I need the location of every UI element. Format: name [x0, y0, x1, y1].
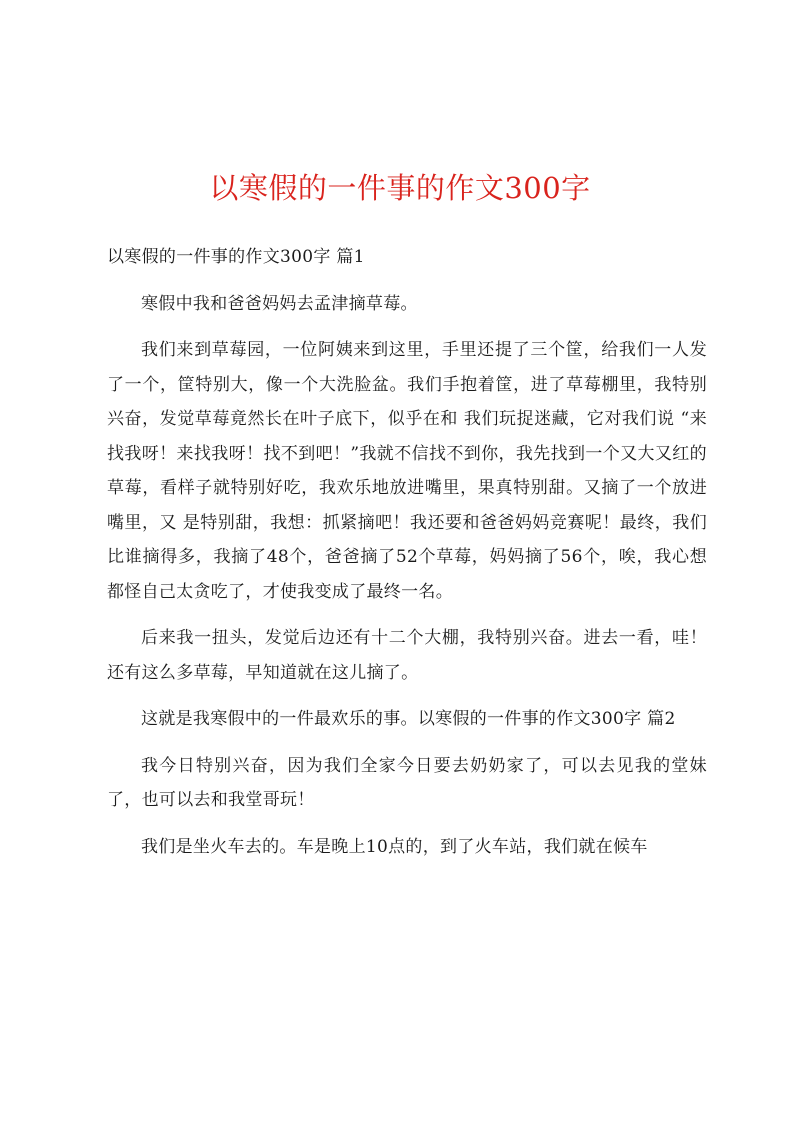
- section-heading-1: 以寒假的一件事的作文300字 篇1: [107, 247, 365, 267]
- paragraph-5: 我们是坐火车去的。车是晚上10点的，到了火车站，我们就在候车: [141, 836, 648, 857]
- closing-text: 这就是我寒假中的一件最欢乐的事。: [141, 709, 418, 729]
- paragraph-closing: [107, 702, 707, 737]
- paragraph-1: 寒假中我和爸爸妈妈去孟津摘草莓。: [141, 293, 418, 314]
- paragraph-4: 我今日特别兴奋，因为我们全家今日要去奶奶家了，可以去见我的堂妹了，也可以去和我堂哥玩！: [107, 755, 707, 810]
- section-heading-2: 以寒假的一件事的作文300字 篇2: [417, 709, 676, 729]
- paragraph-2: 我们来到草莓园，一位阿姨来到这里，手里还提了三个筐，给我们一人发了一个，筐特别大，像一个大洗脸盆。我们手抱着筐，进了草莓棚里，我特别兴奋，发觉草莓竟然长在叶子底下，似乎在和 我们玩捉迷藏，它对我们说 “来找我呀！来找我呀！找不到吧！”我就不信找不到你，我先找到一个又大又红的草莓，看样子就特别好吃，我欢乐地放进嘴里，果真特别甜。又摘了一个放进嘴里，又 是特别甜，我想：抓紧摘吧！我还要和爸爸妈妈竞赛呢！最终，我们比谁摘得多，我摘了48个，爸爸摘了52个草莓，妈妈摘了56个，唉，我心想都怪自己太贪吃了，才使我变成了最终一名。: [107, 340, 707, 602]
- document-body: [107, 240, 707, 864]
- paragraph-3: 后来我一扭头，发觉后边还有十二个大棚，我特别兴奋。进去一看，哇！还有这么多草莓，早知道就在这儿摘了。: [107, 628, 707, 683]
- document-title: 以寒假的一件事的作文300字: [209, 171, 591, 205]
